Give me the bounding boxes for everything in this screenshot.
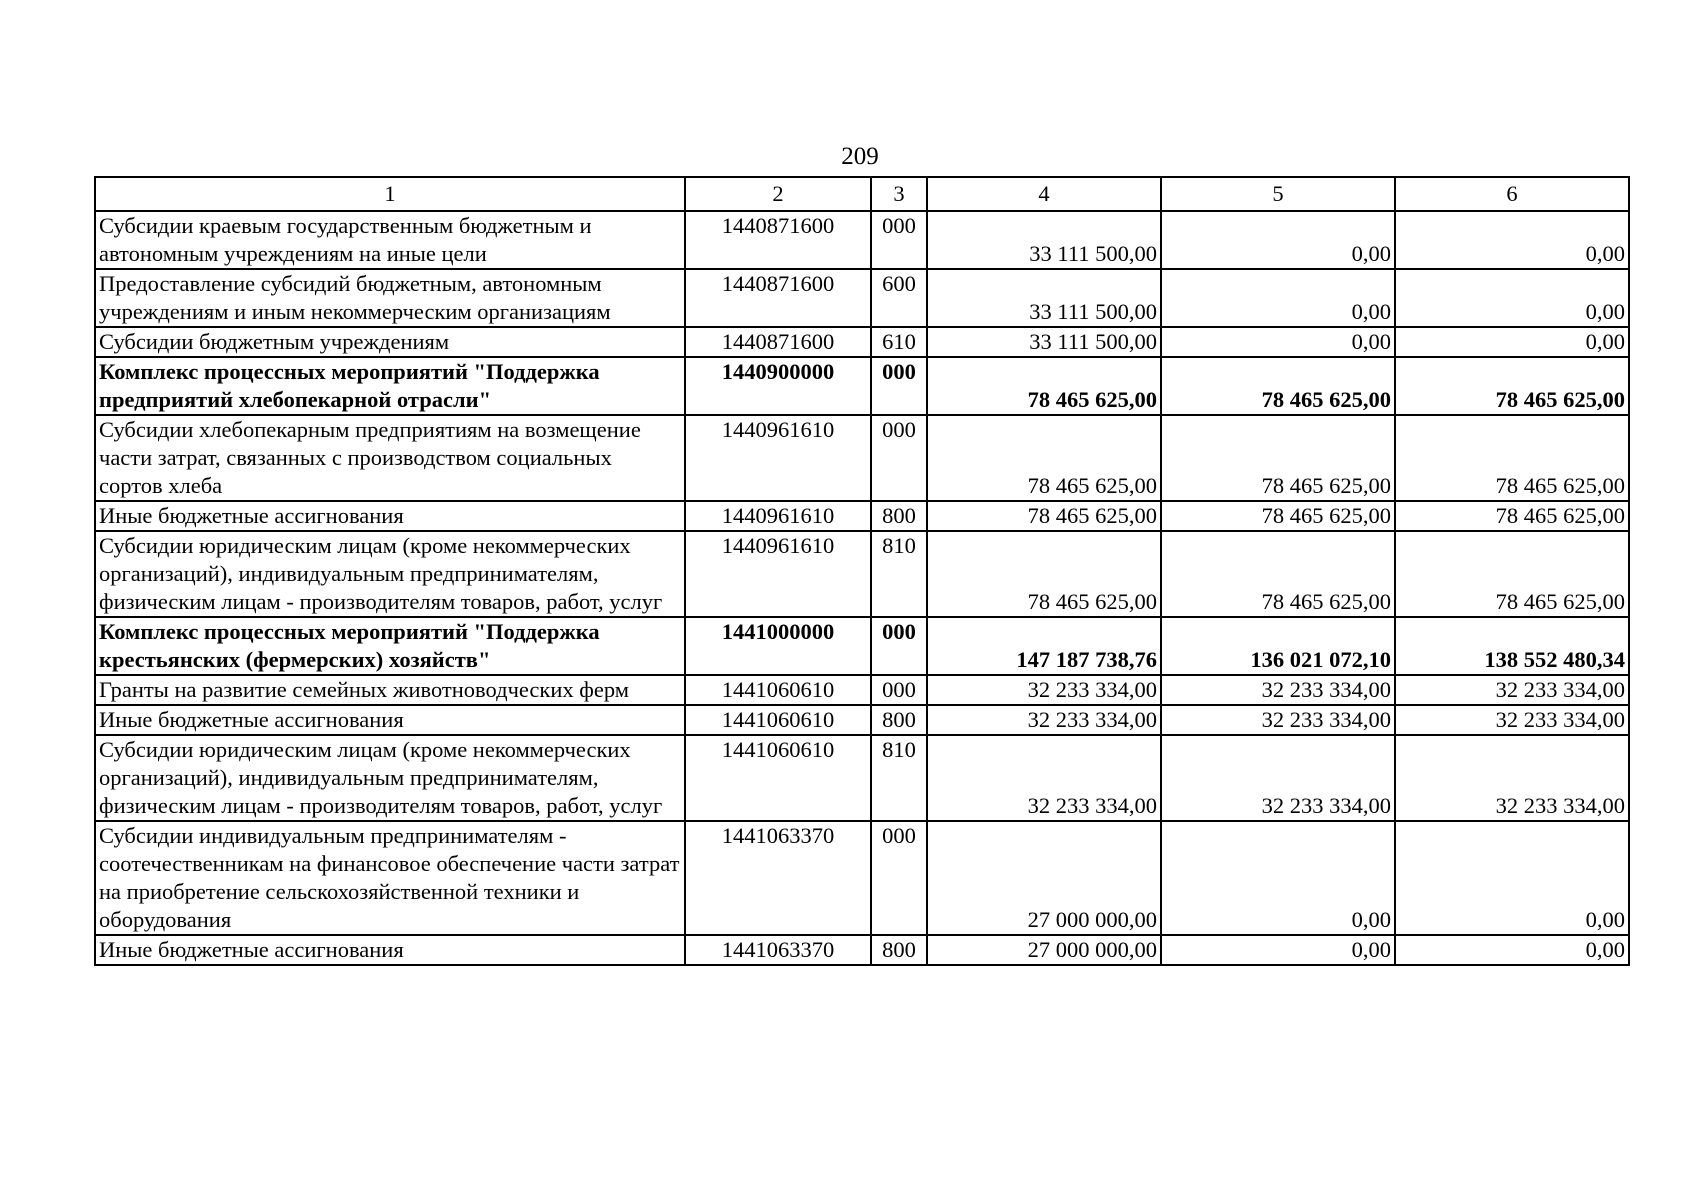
row-target-code: 1440900000 [685,357,871,415]
column-header: 6 [1395,177,1629,211]
row-amount-col4: 33 111 500,00 [927,327,1161,357]
row-amount-col5: 78 465 625,00 [1161,415,1395,501]
table-row [95,211,1629,269]
row-amount-col5: 78 465 625,00 [1161,501,1395,531]
row-amount-col4: 78 465 625,00 [927,415,1161,501]
row-expense-type: 000 [871,675,927,705]
row-amount-col6: 32 233 334,00 [1395,675,1629,705]
row-amount-col6: 138 552 480,34 [1395,617,1629,675]
table-row [95,327,1629,357]
row-target-code: 1441063370 [685,935,871,965]
row-name: Субсидии юридическим лицам (кроме некоммерческих организаций), индивидуальным предпринимателям, физическим лицам - производителям товаров, работ, услуг [95,531,685,617]
row-name: Предоставление субсидий бюджетным, автономным учреждениям и иным некоммерческим организациям [95,269,685,327]
row-amount-col4: 32 233 334,00 [927,705,1161,735]
row-amount-col4: 78 465 625,00 [927,531,1161,617]
row-expense-type: 800 [871,705,927,735]
row-amount-col6: 78 465 625,00 [1395,531,1629,617]
row-name: Комплекс процессных мероприятий "Поддержка крестьянских (фермерских) хозяйств" [95,617,685,675]
column-header: 4 [927,177,1161,211]
row-amount-col5: 32 233 334,00 [1161,705,1395,735]
table-row [95,415,1629,501]
row-amount-col5: 0,00 [1161,327,1395,357]
row-expense-type: 810 [871,735,927,821]
column-header: 3 [871,177,927,211]
row-amount-col5: 136 021 072,10 [1161,617,1395,675]
row-amount-col4: 27 000 000,00 [927,821,1161,935]
table-row [95,935,1629,965]
row-name: Гранты на развитие семейных животноводческих ферм [95,675,685,705]
row-amount-col5: 32 233 334,00 [1161,735,1395,821]
row-name: Иные бюджетные ассигнования [95,935,685,965]
column-header: 1 [95,177,685,211]
column-header: 2 [685,177,871,211]
table-row [95,269,1629,327]
row-amount-col6: 0,00 [1395,935,1629,965]
row-amount-col6: 32 233 334,00 [1395,735,1629,821]
row-target-code: 1441060610 [685,675,871,705]
row-target-code: 1440961610 [685,415,871,501]
row-amount-col5: 78 465 625,00 [1161,357,1395,415]
row-amount-col4: 32 233 334,00 [927,675,1161,705]
row-name: Иные бюджетные ассигнования [95,501,685,531]
row-expense-type: 000 [871,821,927,935]
row-target-code: 1440871600 [685,211,871,269]
row-name: Субсидии бюджетным учреждениям [95,327,685,357]
row-amount-col6: 0,00 [1395,269,1629,327]
row-amount-col5: 0,00 [1161,935,1395,965]
row-name: Комплекс процессных мероприятий "Поддержка предприятий хлебопекарной отрасли" [95,357,685,415]
row-amount-col4: 147 187 738,76 [927,617,1161,675]
row-target-code: 1441063370 [685,821,871,935]
row-amount-col6: 78 465 625,00 [1395,501,1629,531]
table-row [95,357,1629,415]
table-row [95,531,1629,617]
row-target-code: 1440871600 [685,327,871,357]
row-amount-col6: 32 233 334,00 [1395,705,1629,735]
table-row [95,501,1629,531]
row-target-code: 1440871600 [685,269,871,327]
row-amount-col4: 32 233 334,00 [927,735,1161,821]
row-amount-col5: 0,00 [1161,211,1395,269]
page-number: 209 [841,143,879,170]
table-row [95,675,1629,705]
row-target-code: 1441060610 [685,735,871,821]
row-amount-col4: 78 465 625,00 [927,501,1161,531]
row-amount-col6: 0,00 [1395,211,1629,269]
table-row [95,705,1629,735]
row-amount-col5: 32 233 334,00 [1161,675,1395,705]
table-row [95,821,1629,935]
row-target-code: 1440961610 [685,531,871,617]
row-expense-type: 600 [871,269,927,327]
row-target-code: 1441000000 [685,617,871,675]
row-amount-col6: 0,00 [1395,821,1629,935]
row-name: Субсидии индивидуальным предпринимателям - соотечественникам на финансовое обеспечение части затрат на приобретение сельскохозяйственной техники и оборудования [95,821,685,935]
row-amount-col6: 78 465 625,00 [1395,357,1629,415]
row-expense-type: 000 [871,617,927,675]
row-target-code: 1441060610 [685,705,871,735]
row-amount-col4: 78 465 625,00 [927,357,1161,415]
budget-table [94,176,1630,966]
row-expense-type: 810 [871,531,927,617]
table-header-row [95,177,1629,211]
row-amount-col4: 27 000 000,00 [927,935,1161,965]
row-expense-type: 610 [871,327,927,357]
table-row [95,735,1629,821]
row-expense-type: 800 [871,501,927,531]
row-target-code: 1440961610 [685,501,871,531]
column-header: 5 [1161,177,1395,211]
row-amount-col5: 0,00 [1161,269,1395,327]
row-expense-type: 000 [871,211,927,269]
table-row [95,617,1629,675]
row-name: Субсидии юридическим лицам (кроме некоммерческих организаций), индивидуальным предпринимателям, физическим лицам - производителям товаров, работ, услуг [95,735,685,821]
row-name: Субсидии краевым государственным бюджетным и автономным учреждениям на иные цели [95,211,685,269]
row-name: Субсидии хлебопекарным предприятиям на возмещение части затрат, связанных с производством социальных сортов хлеба [95,415,685,501]
row-amount-col5: 78 465 625,00 [1161,531,1395,617]
row-name: Иные бюджетные ассигнования [95,705,685,735]
row-expense-type: 800 [871,935,927,965]
row-amount-col5: 0,00 [1161,821,1395,935]
row-amount-col4: 33 111 500,00 [927,269,1161,327]
row-amount-col4: 33 111 500,00 [927,211,1161,269]
row-amount-col6: 78 465 625,00 [1395,415,1629,501]
row-amount-col6: 0,00 [1395,327,1629,357]
row-expense-type: 000 [871,357,927,415]
row-expense-type: 000 [871,415,927,501]
